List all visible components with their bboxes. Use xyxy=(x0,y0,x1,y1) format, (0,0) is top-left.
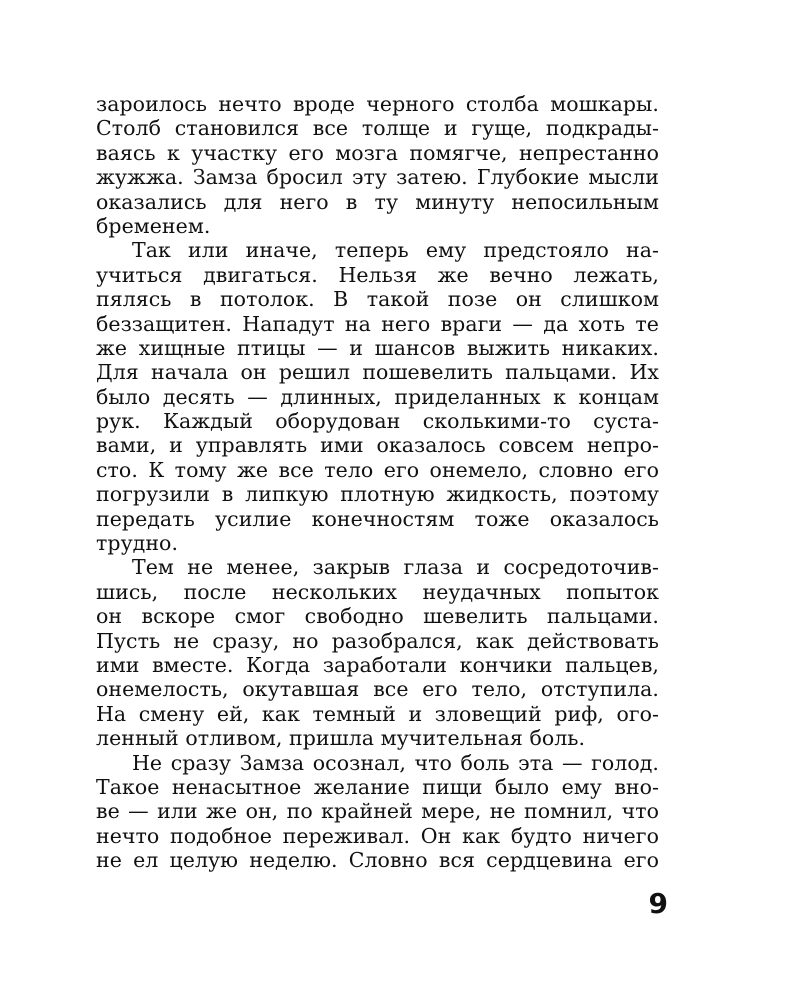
text-line: он вскоре смог свободно шевелить пальцами. xyxy=(96,604,659,629)
text-line: же хищные птицы — и шансов выжить никаких. xyxy=(96,335,659,360)
text-line: бременем. xyxy=(96,213,211,238)
text-line: шись, после нескольких неудачных попыток xyxy=(96,579,659,604)
text-line: жужжа. Замза бросил эту затею. Глубокие мысли xyxy=(96,165,659,190)
text-line: Столб становился все толще и гуще, подкрады- xyxy=(96,116,659,141)
text-line: беззащитен. Нападут на него враги — да хоть те xyxy=(96,311,659,336)
text-line: Пусть не сразу, но разобрался, как действовать xyxy=(96,628,659,653)
text-line: ими вместе. Когда заработали кончики пальцев, xyxy=(96,652,659,677)
text-line: передать усилие конечностям тоже оказалось xyxy=(96,506,659,531)
text-line: ваясь к участку его мозга помягче, непрестанно xyxy=(96,140,659,165)
text-line: погрузили в липкую плотную жидкость, поэтому xyxy=(96,482,659,507)
text-line: Тем не менее, закрыв глаза и сосредоточив- xyxy=(132,555,659,580)
page-number: 9 xyxy=(648,887,668,920)
text-line: зароилось нечто вроде черного столба мошкары. xyxy=(96,92,659,116)
text-line: не ел целую неделю. Словно вся сердцевина его xyxy=(96,848,659,873)
text-line: было десять — длинных, приделанных к концам xyxy=(96,384,659,409)
text-line: сто. К тому же все тело его онемело, словно его xyxy=(96,457,659,482)
text-line: Не сразу Замза осознал, что боль эта — голод. xyxy=(132,750,659,775)
text-line: Для начала он решил пошевелить пальцами. Их xyxy=(96,360,659,385)
text-line: ленный отливом, пришла мучительная боль. xyxy=(96,726,586,751)
text-line: Такое ненасытное желание пищи было ему вно- xyxy=(96,774,659,799)
text-line: вами, и управлять ими оказалось совсем непро- xyxy=(96,433,659,458)
text-line: оказались для него в ту минуту непосильным xyxy=(96,189,659,214)
text-line: учиться двигаться. Нельзя же вечно лежать, xyxy=(96,262,659,287)
body-text xyxy=(96,92,659,873)
text-line: На смену ей, как темный и зловещий риф, ого- xyxy=(96,701,659,726)
text-line: пялясь в потолок. В такой позе он слишком xyxy=(96,287,659,312)
text-line: онемелость, окутавшая все его тело, отступила. xyxy=(96,677,659,702)
text-line: Так или иначе, теперь ему предстояло на- xyxy=(132,238,659,263)
text-line: ве — или же он, по крайней мере, не помнил, что xyxy=(96,799,659,824)
text-line: трудно. xyxy=(96,531,179,556)
text-line: рук. Каждый оборудован сколькими-то суста- xyxy=(96,409,659,434)
text-line: нечто подобное переживал. Он как будто ничего xyxy=(96,823,659,848)
